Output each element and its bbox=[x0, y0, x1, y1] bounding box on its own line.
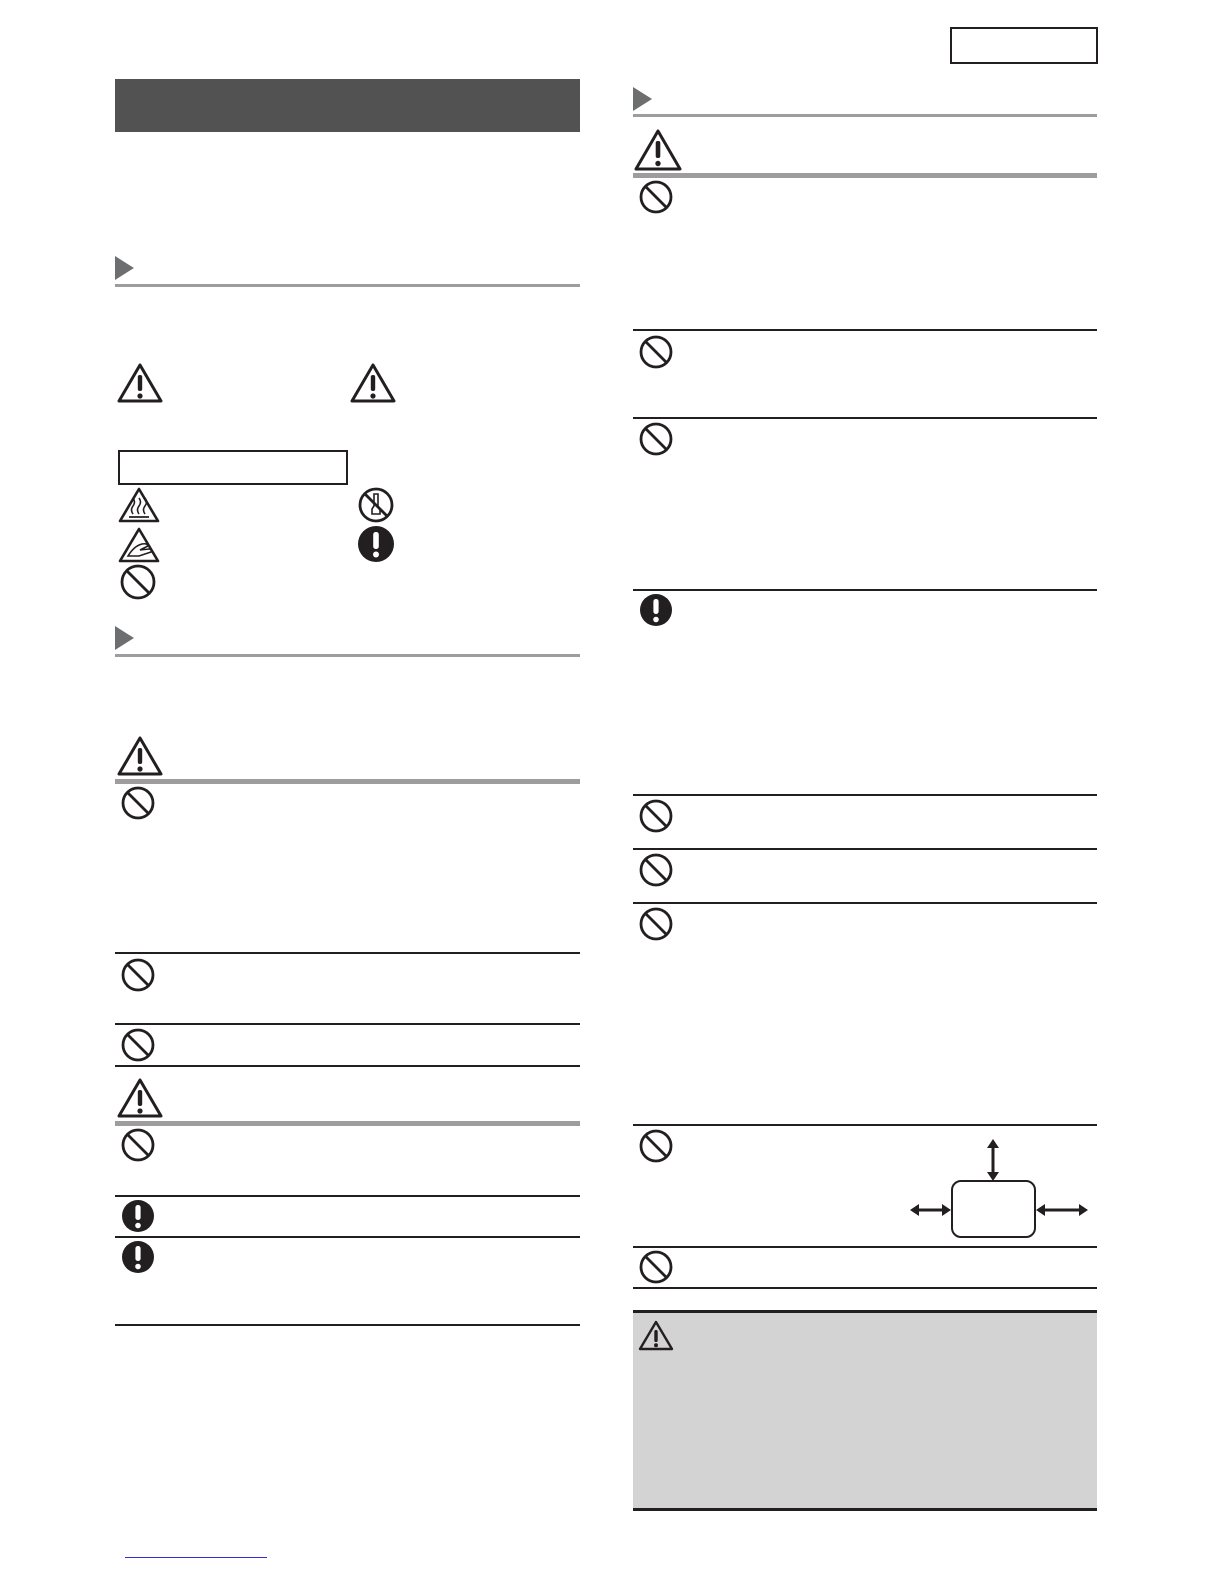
symbol-legend-box bbox=[118, 450, 348, 485]
warning-rule bbox=[115, 779, 580, 784]
section-rule bbox=[633, 114, 1097, 117]
mandatory-action-icon bbox=[357, 525, 395, 563]
item-divider bbox=[115, 1023, 580, 1025]
caution-note-box bbox=[633, 1310, 1097, 1511]
item-divider bbox=[115, 1065, 580, 1067]
prohibited-icon bbox=[638, 1128, 674, 1164]
device-box bbox=[952, 1181, 1035, 1237]
mandatory-action-icon bbox=[639, 593, 673, 627]
item-divider bbox=[633, 794, 1097, 796]
section-marker bbox=[115, 626, 134, 650]
prohibited-icon bbox=[638, 852, 674, 888]
prohibited-icon bbox=[638, 1249, 674, 1285]
item-divider bbox=[633, 1246, 1097, 1248]
prohibited-icon bbox=[638, 906, 674, 942]
item-divider bbox=[633, 1287, 1097, 1289]
item-divider bbox=[633, 902, 1097, 904]
item-divider bbox=[633, 589, 1097, 591]
prohibited-icon bbox=[120, 1027, 156, 1063]
mandatory-action-icon bbox=[121, 1199, 155, 1233]
item-divider bbox=[115, 952, 580, 954]
warning-rule bbox=[115, 1121, 580, 1126]
prohibited-icon bbox=[638, 334, 674, 370]
arrow-left-icon bbox=[910, 1204, 951, 1216]
warning-triangle-icon bbox=[638, 1320, 674, 1352]
section-rule bbox=[115, 654, 580, 657]
arrow-right-icon bbox=[1036, 1204, 1088, 1216]
prohibited-icon bbox=[638, 179, 674, 215]
prohibited-icon bbox=[119, 563, 157, 601]
footer-link-underline[interactable] bbox=[125, 1557, 267, 1558]
item-divider bbox=[115, 1195, 580, 1197]
prohibited-icon bbox=[120, 1127, 156, 1163]
item-divider bbox=[115, 1236, 580, 1238]
item-divider bbox=[115, 1324, 580, 1326]
prohibited-icon bbox=[120, 785, 156, 821]
pinch-hazard-icon bbox=[117, 526, 161, 564]
item-divider bbox=[633, 1124, 1097, 1126]
item-divider bbox=[633, 329, 1097, 331]
clearance-diagram bbox=[908, 1138, 1090, 1242]
prohibited-icon bbox=[638, 421, 674, 457]
warning-triangle-icon bbox=[116, 735, 164, 777]
mandatory-action-icon bbox=[121, 1240, 155, 1274]
warning-triangle-icon bbox=[349, 362, 397, 404]
hot-surface-icon bbox=[117, 486, 161, 524]
warning-triangle-icon bbox=[116, 362, 164, 404]
prohibited-icon bbox=[638, 798, 674, 834]
header-box bbox=[950, 27, 1098, 64]
warning-triangle-icon bbox=[116, 1077, 164, 1119]
warning-rule bbox=[633, 173, 1097, 178]
item-divider bbox=[633, 417, 1097, 419]
section-marker bbox=[633, 87, 652, 111]
title-bar bbox=[115, 79, 580, 132]
item-divider bbox=[633, 848, 1097, 850]
section-rule bbox=[115, 284, 580, 287]
prohibited-icon bbox=[120, 957, 156, 993]
arrow-up-icon bbox=[987, 1139, 999, 1181]
no-disassembly-icon bbox=[357, 486, 395, 524]
section-marker bbox=[115, 256, 134, 280]
warning-triangle-icon bbox=[633, 128, 683, 172]
